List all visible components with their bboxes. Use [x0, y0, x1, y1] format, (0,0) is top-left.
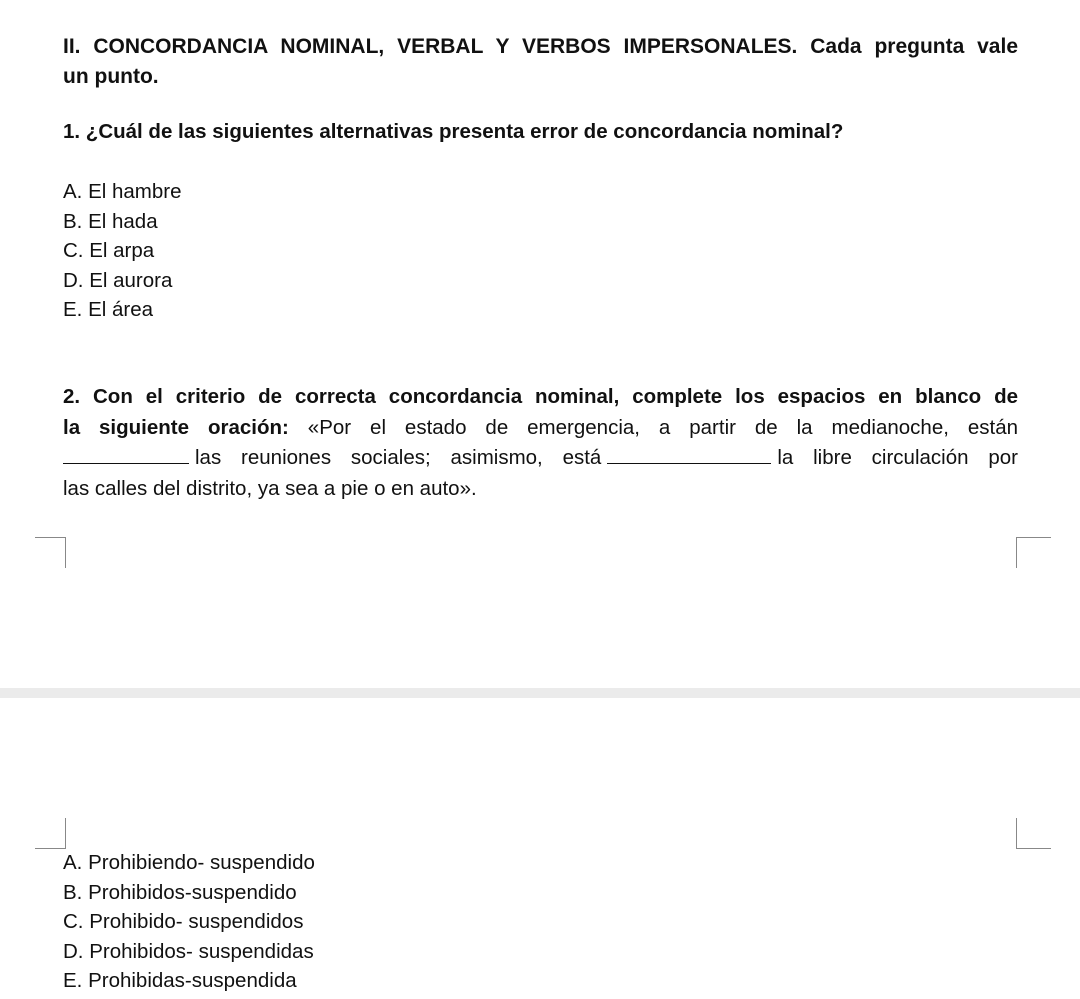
- question-1-option-e: E. El área: [63, 298, 154, 321]
- question-2-option-a: A. Prohibiendo- suspendido: [63, 851, 315, 874]
- question-2-text: [63, 382, 1018, 504]
- crop-mark-bottom-left: [35, 818, 66, 849]
- section-heading-line2: un punto.: [63, 65, 159, 88]
- question-1-option-b: B. El hada: [63, 209, 158, 233]
- question-1-text: 1. ¿Cuál de las siguientes alternativas presenta error de concordancia nominal?: [63, 120, 844, 143]
- crop-mark-top-right: [1016, 537, 1051, 568]
- question-2-options: [63, 848, 315, 996]
- crop-mark-bottom-right: [1016, 818, 1051, 849]
- section-heading-line1: II. CONCORDANCIA NOMINAL, VERBAL Y VERBOS IMPERSONALES. Cada pregunta vale: [63, 35, 1018, 58]
- question-2-option-c: C. Prohibido- suspendidos: [63, 910, 304, 933]
- question-1-options: [63, 177, 182, 325]
- question-2-line3-part2: la libre circulación por: [777, 446, 1018, 469]
- question-2-option-e: E. Prohibidas-suspendida: [63, 969, 297, 992]
- question-2-line3: [63, 443, 1018, 474]
- question-1-option-d: D. El aurora: [63, 268, 173, 292]
- blank-2: [607, 462, 771, 464]
- question-2-option-b: B. Prohibidos-suspendido: [63, 880, 297, 904]
- question-1-option-c: C. El arpa: [63, 239, 155, 262]
- question-2-line3-part1: las reuniones sociales; asimismo, está: [195, 446, 602, 469]
- question-2-line1: 2. Con el criterio de correcta concordancia nominal, complete los espacios en blanco de: [63, 385, 1018, 408]
- crop-mark-top-left: [35, 537, 66, 568]
- question-2-line4: las calles del distrito, ya sea a pie o en auto».: [63, 476, 477, 500]
- page-break-divider: [0, 688, 1080, 698]
- question-2-line2: [63, 413, 1018, 444]
- section-heading: [63, 32, 1018, 92]
- question-1-option-a: A. El hambre: [63, 180, 182, 203]
- question-2-line2-rest: «Por el estado de emergencia, a partir de la medianoche, están: [307, 415, 1018, 439]
- question-2-line2-bold: la siguiente oración:: [63, 415, 289, 439]
- blank-1: [63, 462, 189, 464]
- question-2-option-d: D. Prohibidos- suspendidas: [63, 939, 314, 963]
